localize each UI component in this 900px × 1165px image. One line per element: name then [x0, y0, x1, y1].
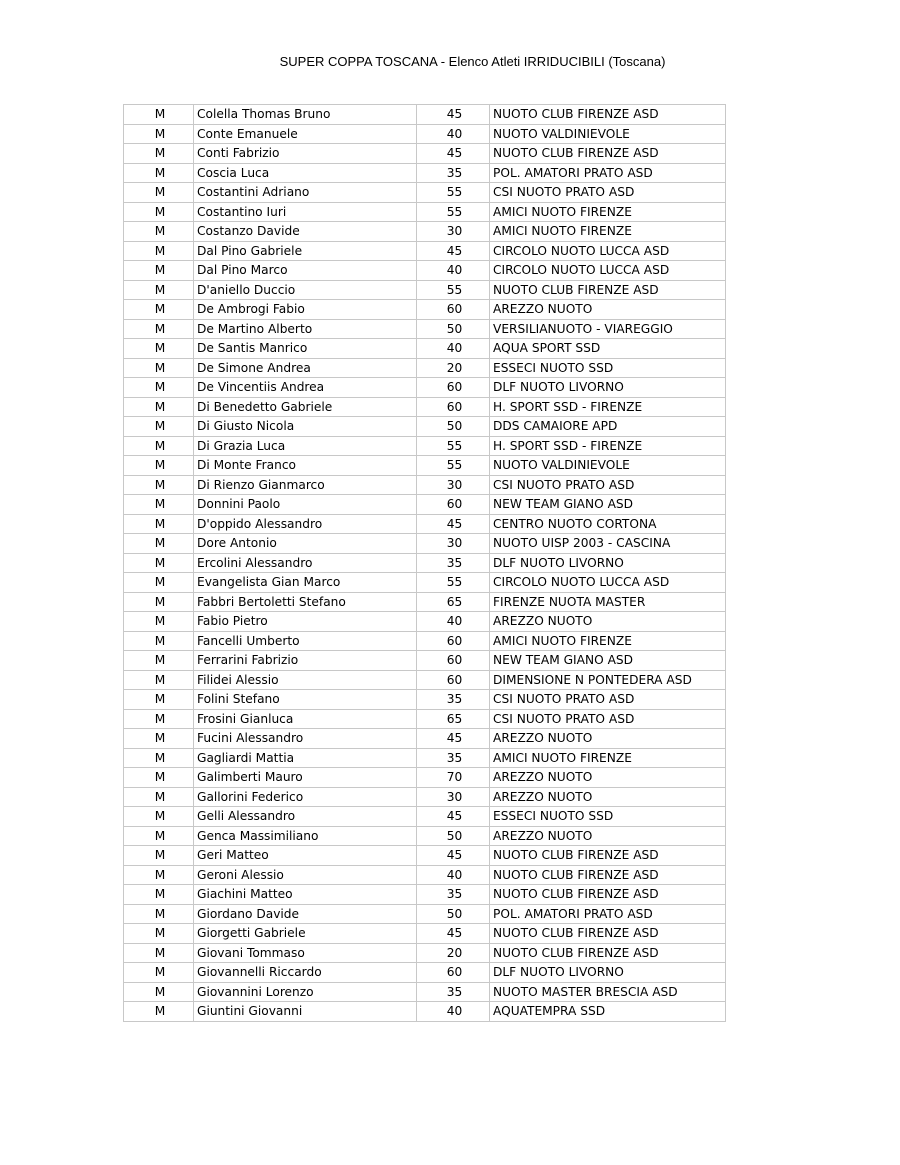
table-row [124, 670, 726, 690]
table-row [124, 280, 726, 300]
sex-cell: M [124, 982, 194, 1002]
table-row [124, 319, 726, 339]
sex-cell: M [124, 670, 194, 690]
sex-cell: M [124, 300, 194, 320]
athlete-name-cell: Geroni Alessio [194, 865, 417, 885]
club-cell: CIRCOLO NUOTO LUCCA ASD [490, 261, 726, 281]
page-title: SUPER COPPA TOSCANA - Elenco Atleti IRRIDUCIBILI (Toscana) [279, 54, 666, 69]
sex-cell: M [124, 202, 194, 222]
club-cell: CIRCOLO NUOTO LUCCA ASD [490, 241, 726, 261]
athlete-name-cell: Giuntini Giovanni [194, 1002, 417, 1022]
athlete-name-cell: Galimberti Mauro [194, 768, 417, 788]
category-cell: 35 [417, 982, 490, 1002]
sex-cell: M [124, 651, 194, 671]
club-cell: NUOTO CLUB FIRENZE ASD [490, 865, 726, 885]
club-cell: CSI NUOTO PRATO ASD [490, 709, 726, 729]
athlete-name-cell: Di Monte Franco [194, 456, 417, 476]
sex-cell: M [124, 1002, 194, 1022]
club-cell: AMICI NUOTO FIRENZE [490, 631, 726, 651]
sex-cell: M [124, 475, 194, 495]
club-cell: AREZZO NUOTO [490, 768, 726, 788]
sex-cell: M [124, 904, 194, 924]
category-cell: 60 [417, 670, 490, 690]
sex-cell: M [124, 163, 194, 183]
club-cell: AREZZO NUOTO [490, 612, 726, 632]
sex-cell: M [124, 280, 194, 300]
athlete-name-cell: Fabbri Bertoletti Stefano [194, 592, 417, 612]
sex-cell: M [124, 495, 194, 515]
table-row [124, 183, 726, 203]
category-cell: 35 [417, 553, 490, 573]
club-cell: CENTRO NUOTO CORTONA [490, 514, 726, 534]
sex-cell: M [124, 729, 194, 749]
category-cell: 20 [417, 943, 490, 963]
table-row [124, 982, 726, 1002]
category-cell: 35 [417, 748, 490, 768]
category-cell: 45 [417, 241, 490, 261]
category-cell: 40 [417, 1002, 490, 1022]
athlete-name-cell: Frosini Gianluca [194, 709, 417, 729]
club-cell: H. SPORT SSD - FIRENZE [490, 436, 726, 456]
category-cell: 70 [417, 768, 490, 788]
club-cell: DIMENSIONE N PONTEDERA ASD [490, 670, 726, 690]
category-cell: 45 [417, 729, 490, 749]
category-cell: 50 [417, 904, 490, 924]
table-row [124, 514, 726, 534]
club-cell: AMICI NUOTO FIRENZE [490, 202, 726, 222]
club-cell: NUOTO MASTER BRESCIA ASD [490, 982, 726, 1002]
sex-cell: M [124, 573, 194, 593]
sex-cell: M [124, 534, 194, 554]
club-cell: CIRCOLO NUOTO LUCCA ASD [490, 573, 726, 593]
athlete-name-cell: Gelli Alessandro [194, 807, 417, 827]
table-row [124, 768, 726, 788]
category-cell: 40 [417, 865, 490, 885]
table-row [124, 339, 726, 359]
club-cell: DLF NUOTO LIVORNO [490, 963, 726, 983]
category-cell: 60 [417, 378, 490, 398]
table-row [124, 436, 726, 456]
category-cell: 30 [417, 787, 490, 807]
table-row [124, 495, 726, 515]
table-row [124, 612, 726, 632]
athlete-name-cell: Giovannini Lorenzo [194, 982, 417, 1002]
athlete-name-cell: Costantino Iuri [194, 202, 417, 222]
category-cell: 45 [417, 846, 490, 866]
category-cell: 60 [417, 397, 490, 417]
table-row [124, 534, 726, 554]
athlete-name-cell: Donnini Paolo [194, 495, 417, 515]
athlete-name-cell: Fabio Pietro [194, 612, 417, 632]
sex-cell: M [124, 787, 194, 807]
category-cell: 55 [417, 183, 490, 203]
club-cell: AMICI NUOTO FIRENZE [490, 748, 726, 768]
athlete-name-cell: Di Giusto Nicola [194, 417, 417, 437]
table-row [124, 924, 726, 944]
category-cell: 55 [417, 202, 490, 222]
category-cell: 45 [417, 144, 490, 164]
athlete-name-cell: De Ambrogi Fabio [194, 300, 417, 320]
athlete-name-cell: Genca Massimiliano [194, 826, 417, 846]
category-cell: 50 [417, 319, 490, 339]
sex-cell: M [124, 885, 194, 905]
athlete-name-cell: Giordano Davide [194, 904, 417, 924]
club-cell: AREZZO NUOTO [490, 787, 726, 807]
club-cell: DLF NUOTO LIVORNO [490, 378, 726, 398]
club-cell: AREZZO NUOTO [490, 300, 726, 320]
category-cell: 55 [417, 436, 490, 456]
table-row [124, 690, 726, 710]
table-row [124, 475, 726, 495]
club-cell: H. SPORT SSD - FIRENZE [490, 397, 726, 417]
club-cell: CSI NUOTO PRATO ASD [490, 183, 726, 203]
category-cell: 35 [417, 163, 490, 183]
athlete-name-cell: Dal Pino Marco [194, 261, 417, 281]
club-cell: NUOTO CLUB FIRENZE ASD [490, 885, 726, 905]
athlete-name-cell: Folini Stefano [194, 690, 417, 710]
athlete-name-cell: Gallorini Federico [194, 787, 417, 807]
table-row [124, 261, 726, 281]
category-cell: 65 [417, 709, 490, 729]
club-cell: VERSILIANUOTO - VIAREGGIO [490, 319, 726, 339]
sex-cell: M [124, 592, 194, 612]
category-cell: 55 [417, 456, 490, 476]
table-row [124, 943, 726, 963]
table-row [124, 885, 726, 905]
athlete-name-cell: D'aniello Duccio [194, 280, 417, 300]
category-cell: 65 [417, 592, 490, 612]
athlete-name-cell: Coscia Luca [194, 163, 417, 183]
athlete-name-cell: Giorgetti Gabriele [194, 924, 417, 944]
sex-cell: M [124, 826, 194, 846]
club-cell: NUOTO VALDINIEVOLE [490, 124, 726, 144]
category-cell: 30 [417, 534, 490, 554]
table-row [124, 222, 726, 242]
table-row [124, 729, 726, 749]
sex-cell: M [124, 358, 194, 378]
athlete-name-cell: Costanzo Davide [194, 222, 417, 242]
athlete-name-cell: De Vincentiis Andrea [194, 378, 417, 398]
athlete-name-cell: Gagliardi Mattia [194, 748, 417, 768]
table-row [124, 553, 726, 573]
club-cell: DDS CAMAIORE APD [490, 417, 726, 437]
club-cell: NUOTO CLUB FIRENZE ASD [490, 105, 726, 125]
table-row [124, 456, 726, 476]
table-row [124, 378, 726, 398]
category-cell: 55 [417, 573, 490, 593]
table-row [124, 651, 726, 671]
category-cell: 45 [417, 807, 490, 827]
club-cell: CSI NUOTO PRATO ASD [490, 690, 726, 710]
category-cell: 40 [417, 124, 490, 144]
table-row [124, 105, 726, 125]
club-cell: ESSECI NUOTO SSD [490, 807, 726, 827]
table-row [124, 904, 726, 924]
category-cell: 45 [417, 105, 490, 125]
club-cell: NEW TEAM GIANO ASD [490, 495, 726, 515]
table-row [124, 358, 726, 378]
athlete-name-cell: De Simone Andrea [194, 358, 417, 378]
sex-cell: M [124, 105, 194, 125]
table-row [124, 592, 726, 612]
category-cell: 30 [417, 475, 490, 495]
athlete-name-cell: Conti Fabrizio [194, 144, 417, 164]
sex-cell: M [124, 690, 194, 710]
athlete-name-cell: De Martino Alberto [194, 319, 417, 339]
club-cell: CSI NUOTO PRATO ASD [490, 475, 726, 495]
athlete-name-cell: De Santis Manrico [194, 339, 417, 359]
club-cell: NUOTO CLUB FIRENZE ASD [490, 144, 726, 164]
table-row [124, 807, 726, 827]
category-cell: 60 [417, 300, 490, 320]
club-cell: NUOTO UISP 2003 - CASCINA [490, 534, 726, 554]
sex-cell: M [124, 963, 194, 983]
sex-cell: M [124, 241, 194, 261]
club-cell: POL. AMATORI PRATO ASD [490, 904, 726, 924]
table-row [124, 865, 726, 885]
category-cell: 60 [417, 631, 490, 651]
category-cell: 40 [417, 339, 490, 359]
athlete-name-cell: Dore Antonio [194, 534, 417, 554]
club-cell: AREZZO NUOTO [490, 826, 726, 846]
table-row [124, 963, 726, 983]
sex-cell: M [124, 339, 194, 359]
club-cell: NUOTO VALDINIEVOLE [490, 456, 726, 476]
sex-cell: M [124, 943, 194, 963]
table-row [124, 241, 726, 261]
sex-cell: M [124, 846, 194, 866]
club-cell: NUOTO CLUB FIRENZE ASD [490, 846, 726, 866]
category-cell: 55 [417, 280, 490, 300]
table-row [124, 124, 726, 144]
athlete-name-cell: Giovani Tommaso [194, 943, 417, 963]
athlete-name-cell: Colella Thomas Bruno [194, 105, 417, 125]
sex-cell: M [124, 631, 194, 651]
athlete-name-cell: Costantini Adriano [194, 183, 417, 203]
sex-cell: M [124, 144, 194, 164]
athlete-name-cell: Fucini Alessandro [194, 729, 417, 749]
category-cell: 40 [417, 612, 490, 632]
category-cell: 60 [417, 963, 490, 983]
table-row [124, 163, 726, 183]
sex-cell: M [124, 319, 194, 339]
club-cell: NUOTO CLUB FIRENZE ASD [490, 280, 726, 300]
athletes-table [123, 104, 726, 1022]
athlete-name-cell: Giachini Matteo [194, 885, 417, 905]
sex-cell: M [124, 709, 194, 729]
table-row [124, 787, 726, 807]
category-cell: 60 [417, 651, 490, 671]
sex-cell: M [124, 417, 194, 437]
category-cell: 50 [417, 826, 490, 846]
sex-cell: M [124, 378, 194, 398]
athlete-name-cell: Fancelli Umberto [194, 631, 417, 651]
category-cell: 35 [417, 690, 490, 710]
category-cell: 40 [417, 261, 490, 281]
category-cell: 45 [417, 924, 490, 944]
category-cell: 35 [417, 885, 490, 905]
table-row [124, 1002, 726, 1022]
table-row [124, 709, 726, 729]
athlete-name-cell: Di Rienzo Gianmarco [194, 475, 417, 495]
table-row [124, 846, 726, 866]
sex-cell: M [124, 768, 194, 788]
athlete-name-cell: Conte Emanuele [194, 124, 417, 144]
club-cell: DLF NUOTO LIVORNO [490, 553, 726, 573]
athlete-name-cell: Giovannelli Riccardo [194, 963, 417, 983]
club-cell: NEW TEAM GIANO ASD [490, 651, 726, 671]
club-cell: NUOTO CLUB FIRENZE ASD [490, 924, 726, 944]
category-cell: 60 [417, 495, 490, 515]
club-cell: FIRENZE NUOTA MASTER [490, 592, 726, 612]
club-cell: AMICI NUOTO FIRENZE [490, 222, 726, 242]
table-row [124, 202, 726, 222]
category-cell: 50 [417, 417, 490, 437]
table-row [124, 826, 726, 846]
athlete-name-cell: Ferrarini Fabrizio [194, 651, 417, 671]
athlete-name-cell: D'oppido Alessandro [194, 514, 417, 534]
category-cell: 30 [417, 222, 490, 242]
category-cell: 45 [417, 514, 490, 534]
athlete-name-cell: Filidei Alessio [194, 670, 417, 690]
table-row [124, 573, 726, 593]
sex-cell: M [124, 456, 194, 476]
sex-cell: M [124, 865, 194, 885]
table-row [124, 397, 726, 417]
sex-cell: M [124, 514, 194, 534]
athlete-name-cell: Di Grazia Luca [194, 436, 417, 456]
club-cell: ESSECI NUOTO SSD [490, 358, 726, 378]
club-cell: AREZZO NUOTO [490, 729, 726, 749]
sex-cell: M [124, 612, 194, 632]
table-row [124, 144, 726, 164]
table-row [124, 417, 726, 437]
sex-cell: M [124, 748, 194, 768]
sex-cell: M [124, 183, 194, 203]
club-cell: POL. AMATORI PRATO ASD [490, 163, 726, 183]
club-cell: AQUA SPORT SSD [490, 339, 726, 359]
athlete-name-cell: Dal Pino Gabriele [194, 241, 417, 261]
sex-cell: M [124, 807, 194, 827]
athlete-name-cell: Ercolini Alessandro [194, 553, 417, 573]
sex-cell: M [124, 397, 194, 417]
athlete-name-cell: Evangelista Gian Marco [194, 573, 417, 593]
sex-cell: M [124, 222, 194, 242]
sex-cell: M [124, 553, 194, 573]
sex-cell: M [124, 924, 194, 944]
table-row [124, 748, 726, 768]
table-row [124, 300, 726, 320]
sex-cell: M [124, 124, 194, 144]
club-cell: AQUATEMPRA SSD [490, 1002, 726, 1022]
athletes-table-body [124, 105, 726, 1022]
sex-cell: M [124, 261, 194, 281]
table-row [124, 631, 726, 651]
athlete-name-cell: Geri Matteo [194, 846, 417, 866]
category-cell: 20 [417, 358, 490, 378]
athlete-name-cell: Di Benedetto Gabriele [194, 397, 417, 417]
club-cell: NUOTO CLUB FIRENZE ASD [490, 943, 726, 963]
sex-cell: M [124, 436, 194, 456]
